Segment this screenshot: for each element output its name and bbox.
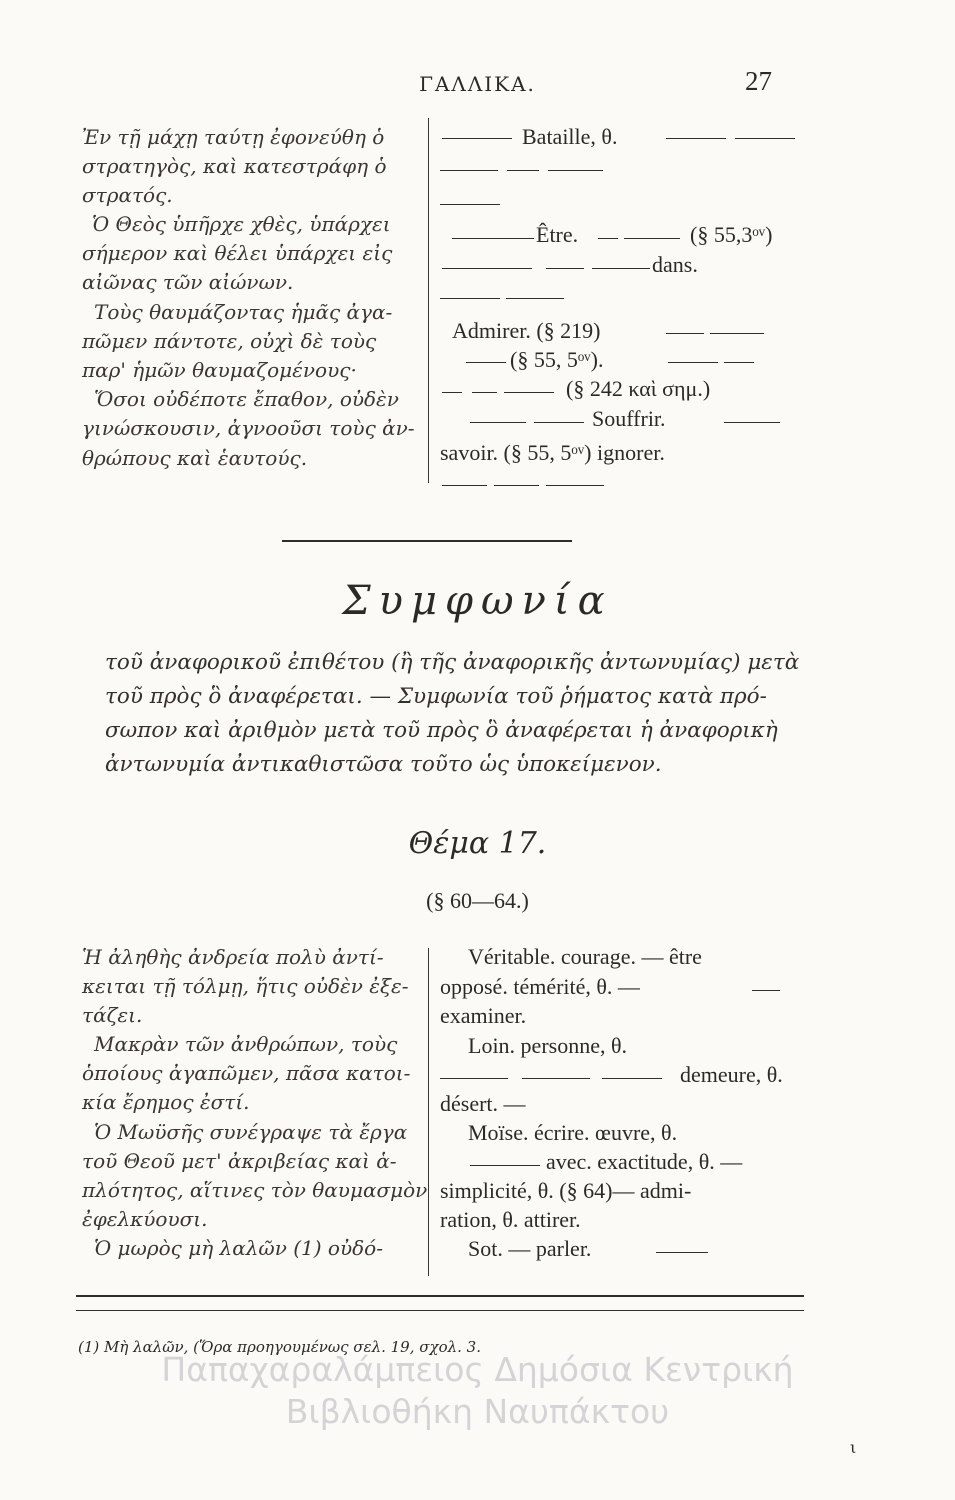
- footnote: (1) Μὴ λαλῶν, (Ὅρα προηγουμένως σελ. 19, σχολ. 3.: [78, 1338, 481, 1356]
- greek-line: κία ἔρημος ἐστί.: [82, 1090, 250, 1114]
- blank-dash: [504, 392, 554, 393]
- vocab-line: Admirer. (§ 219): [452, 318, 601, 343]
- body-line: σωπον καὶ ἀριθμὸν μετὰ τοῦ πρὸς ὃ ἀναφέρεται ἡ ἀναφορικὴ: [105, 718, 778, 743]
- blank-dash: [442, 485, 487, 486]
- greek-line: στρατός.: [82, 183, 173, 207]
- greek-line: ἐφελκύουσι.: [82, 1207, 208, 1231]
- blank-dash: [656, 1252, 708, 1253]
- greek-line: σήμερον καὶ θέλει ὑπάρχει εἰς: [82, 241, 393, 265]
- blank-dash: [506, 298, 564, 299]
- greek-line: ὁποίους ἀγαπῶμεν, πᾶσα κατοι-: [82, 1061, 411, 1085]
- column-divider: [428, 948, 429, 1276]
- greek-line: Ἐν τῇ μάχῃ ταύτῃ ἐφονεύθη ὁ: [82, 125, 385, 149]
- blank-dash: [442, 138, 512, 139]
- blank-dash: [752, 990, 780, 991]
- blank-dash: [440, 170, 498, 171]
- greek-line: κειται τῇ τόλμῃ, ἥτις οὐδὲν ἐξε-: [82, 974, 409, 998]
- vocab-line: Véritable. courage. — être: [468, 944, 702, 969]
- theme-range: (§ 60—64.): [426, 888, 529, 913]
- blank-dash: [522, 1078, 590, 1079]
- vocab-line: opposé. témérité, θ. —: [440, 974, 640, 999]
- blank-dash: [666, 138, 726, 139]
- blank-dash: [592, 268, 650, 269]
- vocab-line: (§ 242 καὶ σημ.): [566, 376, 711, 401]
- body-line: ἀντωνυμία ἀντικαθιστῶσα τοῦτο ὡς ὑποκείμενον.: [105, 752, 662, 777]
- blank-dash: [442, 392, 462, 393]
- blank-dash: [598, 238, 618, 239]
- blank-dash: [668, 362, 718, 363]
- greek-line: παρ' ἡμῶν θαυμαζομένους·: [82, 358, 357, 382]
- blank-dash: [546, 268, 584, 269]
- vocab-line: Souffrir.: [592, 406, 666, 431]
- library-watermark-line1: Παπαχαραλάμπειος Δημόσια Κεντρική: [161, 1350, 794, 1389]
- blank-dash: [548, 170, 603, 171]
- blank-dash: [472, 392, 497, 393]
- blank-dash: [724, 422, 780, 423]
- blank-dash: [440, 298, 500, 299]
- blank-dash: [442, 268, 532, 269]
- vocab-line: Loin. personne, θ.: [468, 1033, 628, 1058]
- blank-dash: [710, 333, 764, 334]
- blank-dash: [440, 1078, 508, 1079]
- blank-dash: [724, 362, 754, 363]
- vocab-line: Moïse. écrire. œuvre, θ.: [468, 1120, 678, 1145]
- blank-dash: [624, 238, 680, 239]
- greek-line: Ὁ Θεὸς ὑπῆρχε χθὲς, ὑπάρχει: [92, 212, 391, 236]
- vocab-line: Bataille, θ.: [522, 124, 618, 149]
- greek-line: γινώσκουσιν, ἀγνοοῦσι τοὺς ἀν-: [82, 416, 415, 440]
- blank-dash: [470, 422, 526, 423]
- footnote-rule: [76, 1295, 804, 1297]
- blank-dash: [440, 204, 500, 205]
- page-number: 27: [745, 66, 772, 96]
- greek-line: αἰῶνας τῶν αἰώνων.: [82, 270, 294, 294]
- greek-line: θρώπους καὶ ἑαυτούς.: [82, 446, 308, 470]
- greek-line: Ἡ ἀληθὴς ἀνδρεία πολὺ ἀντί-: [82, 945, 384, 969]
- section-separator: [282, 540, 572, 542]
- section-heading: Συμφωνία: [342, 578, 613, 624]
- greek-line: Μακρὰν τῶν ἀνθρώπων, τοὺς: [94, 1032, 398, 1056]
- greek-line: Ὁ μωρὸς μὴ λαλῶν (1) οὐδό-: [94, 1236, 383, 1260]
- footnote-rule: [76, 1310, 804, 1311]
- column-divider: [428, 118, 429, 483]
- library-watermark-line2: Βιβλιοθήκη Ναυπάκτου: [285, 1392, 670, 1431]
- vocab-line: (§ 55,3ᵒᵛ): [690, 222, 773, 247]
- greek-line: Ὅσοι οὐδέποτε ἔπαθον, οὐδὲν: [94, 387, 399, 411]
- vocab-line: Être.: [536, 222, 579, 247]
- blank-dash: [470, 1165, 540, 1166]
- vocab-line: désert. —: [440, 1091, 526, 1116]
- blank-dash: [534, 422, 584, 423]
- greek-line: τάζει.: [82, 1003, 143, 1027]
- vocab-line: Sot. — parler.: [468, 1236, 592, 1261]
- margin-mark: ι: [850, 1438, 857, 1457]
- theme-heading: Θέμα 17.: [408, 826, 547, 861]
- vocab-line: demeure, θ.: [680, 1062, 783, 1087]
- vocab-line: avec. exactitude, θ. —: [546, 1149, 743, 1174]
- blank-dash: [546, 485, 604, 486]
- vocab-line: ration, θ. attirer.: [440, 1207, 581, 1232]
- greek-line: τοῦ Θεοῦ μετ' ἀκριβείας καὶ ἁ-: [82, 1149, 397, 1173]
- vocab-line: examiner.: [440, 1003, 527, 1028]
- greek-line: στρατηγὸς, καὶ κατεστράφη ὁ: [82, 154, 387, 178]
- vocab-line: savoir. (§ 55, 5ᵒᵛ) ignorer.: [440, 440, 665, 465]
- body-line: τοῦ πρὸς ὃ ἀναφέρεται. — Συμφωνία τοῦ ῥήματος κατὰ πρό-: [105, 684, 767, 709]
- blank-dash: [735, 138, 795, 139]
- vocab-line: (§ 55, 5ᵒᵛ).: [510, 347, 604, 372]
- blank-dash: [494, 485, 539, 486]
- blank-dash: [602, 1078, 662, 1079]
- vocab-line: simplicité, θ. (§ 64)— admi-: [440, 1178, 692, 1203]
- vocab-line: dans.: [652, 252, 698, 277]
- body-line: τοῦ ἀναφορικοῦ ἐπιθέτου (ἢ τῆς ἀναφορικῆς ἀντωνυμίας) μετὰ: [105, 650, 800, 675]
- blank-dash: [507, 170, 539, 171]
- greek-line: πῶμεν πάντοτε, οὐχὶ δὲ τοὺς: [82, 329, 377, 353]
- running-header: ΓΑΛΛΙΚΑ.: [419, 72, 536, 96]
- blank-dash: [466, 362, 506, 363]
- blank-dash: [452, 238, 534, 239]
- greek-line: πλότητος, αἵτινες τὸν θαυμασμὸν: [82, 1178, 428, 1202]
- greek-line: Τοὺς θαυμάζοντας ἡμᾶς ἀγα-: [94, 300, 393, 324]
- greek-line: Ὁ Μωϋσῆς συνέγραψε τὰ ἔργα: [94, 1120, 408, 1144]
- blank-dash: [666, 333, 704, 334]
